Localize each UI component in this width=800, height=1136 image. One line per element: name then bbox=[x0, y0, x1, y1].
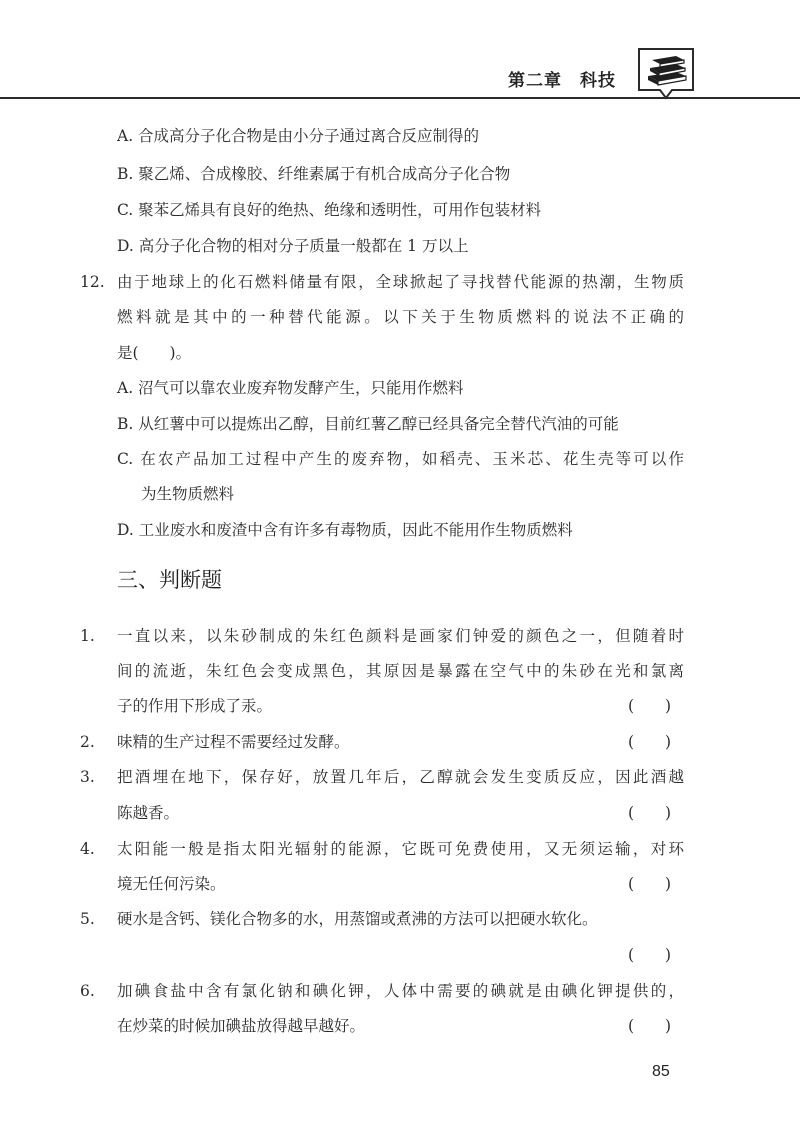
judgment-3-line-1: 把酒埋在地下，保存好，放置几年后，乙醇就会发生变质反应，因此酒越 bbox=[117, 768, 684, 786]
q11-option-c: C. 聚苯乙烯具有良好的绝热、绝缘和透明性，可用作包装材料 bbox=[117, 201, 542, 219]
judgment-6-line-1: 加碘食盐中含有氯化钠和碘化钾，人体中需要的碘就是由碘化钾提供的， bbox=[117, 982, 684, 1000]
judgment-2-line-1: 味精的生产过程不需要经过发酵。 bbox=[117, 733, 350, 751]
section-title: 三、判断题 bbox=[117, 568, 222, 592]
q12-option-b: B. 从红薯中可以提炼出乙醇，目前红薯乙醇已经具备完全替代汽油的可能 bbox=[117, 415, 619, 433]
judgment-1-line-3: 子的作用下形成了汞。 bbox=[117, 697, 273, 715]
q11-option-a: A. 合成高分子化合物是由小分子通过离合反应制得的 bbox=[117, 127, 480, 145]
judgment-5-number: 5. bbox=[80, 910, 95, 928]
judgment-1-line-2: 间的流逝，朱红色会变成黑色，其原因是暴露在空气中的朱砂在光和氯离 bbox=[117, 662, 684, 680]
subject-label: 科技 bbox=[580, 71, 616, 91]
judgment-3-answer-blank: ( ) bbox=[628, 804, 672, 822]
page-number: 85 bbox=[652, 1063, 670, 1080]
judgment-2-answer-blank: ( ) bbox=[628, 733, 672, 751]
book-stack-icon bbox=[636, 46, 696, 102]
judgment-6-answer-blank: ( ) bbox=[628, 1017, 672, 1035]
judgment-1-number: 1. bbox=[80, 627, 95, 645]
q12-option-d: D. 工业废水和废渣中含有许多有毒物质，因此不能用作生物质燃料 bbox=[117, 521, 573, 539]
judgment-3-number: 3. bbox=[80, 768, 95, 786]
q11-option-b: B. 聚乙烯、合成橡胶、纤维素属于有机合成高分子化合物 bbox=[117, 165, 511, 183]
q11-option-d: D. 高分子化合物的相对分子质量一般都在 1 万以上 bbox=[117, 237, 469, 255]
q12-stem-line-2: 燃料就是其中的一种替代能源。以下关于生物质燃料的说法不正确的 bbox=[117, 308, 684, 326]
judgment-4-line-2: 境无任何污染。 bbox=[117, 875, 226, 893]
judgment-2-number: 2. bbox=[80, 733, 95, 751]
q12-number: 12. bbox=[80, 273, 105, 291]
judgment-6-number: 6. bbox=[80, 982, 95, 1000]
q12-stem-line-1: 由于地球上的化石燃料储量有限，全球掀起了寻找替代能源的热潮，生物质 bbox=[117, 273, 684, 291]
chapter-label: 第二章 bbox=[508, 71, 562, 91]
judgment-4-number: 4. bbox=[80, 840, 95, 858]
q12-option-a: A. 沼气可以靠农业废弃物发酵产生，只能用作燃料 bbox=[117, 379, 464, 397]
chapter-header bbox=[508, 66, 616, 91]
judgment-4-line-1: 太阳能一般是指太阳光辐射的能源，它既可免费使用，又无须运输，对环 bbox=[117, 840, 684, 858]
judgment-6-line-2: 在炒菜的时候加碘盐放得越早越好。 bbox=[117, 1017, 366, 1035]
q12-stem-line-3: 是( )。 bbox=[117, 344, 192, 362]
q12-option-c: C. 在农产品加工过程中产生的废弃物，如稻壳、玉米芯、花生壳等可以作 bbox=[117, 450, 684, 468]
header-rule bbox=[0, 97, 800, 99]
judgment-4-answer-blank: ( ) bbox=[628, 875, 672, 893]
judgment-5-line-1: 硬水是含钙、镁化合物多的水，用蒸馏或煮沸的方法可以把硬水软化。 bbox=[117, 910, 598, 928]
judgment-1-answer-blank: ( ) bbox=[628, 697, 672, 715]
judgment-1-line-1: 一直以来，以朱砂制成的朱红色颜料是画家们钟爱的颜色之一，但随着时 bbox=[117, 627, 684, 645]
judgment-5-answer-blank: ( ) bbox=[628, 946, 672, 964]
judgment-3-line-2: 陈越香。 bbox=[117, 804, 180, 822]
q12-option-c-continued: 为生物质燃料 bbox=[141, 485, 235, 503]
